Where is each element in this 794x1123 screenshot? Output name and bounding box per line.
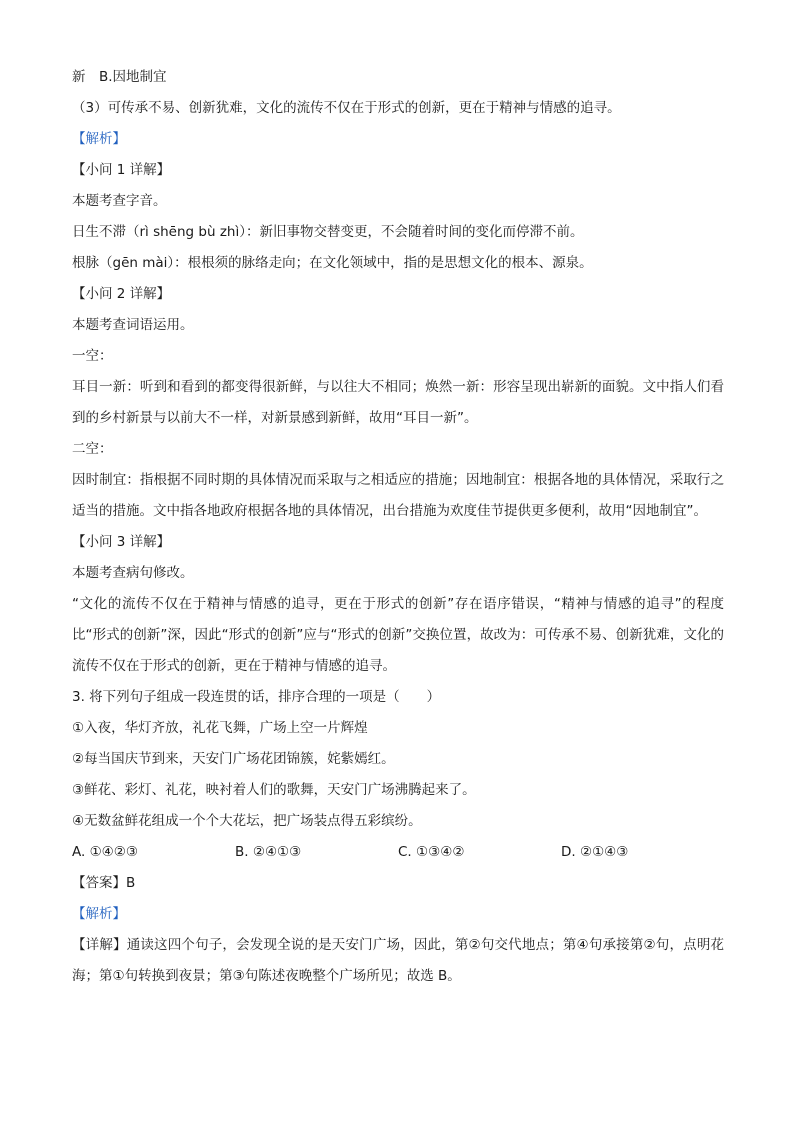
paragraph: 一空： — [72, 348, 113, 364]
paragraph: 本题考查病句修改。 — [72, 565, 194, 581]
paragraph: 耳目一新：听到和看到的都变得很新鲜，与以往大不相同；焕然一新：形容呈现出崭新的面貌。文中指人们看到的乡村新景与以前大不一样，对新景感到新鲜，故用“耳目一新”。 — [72, 379, 724, 426]
section-heading-analysis: 【解析】 — [72, 906, 126, 922]
sentence-item: ④无数盆鲜花组成一个个大花坛，把广场装点得五彩缤纷。 — [72, 813, 422, 829]
detail-explanation: 【详解】通读这四个句子，会发现全说的是天安门广场，因此，第②句交代地点；第④句承接第②句，点明花海；第①句转换到夜景；第③句陈述夜晚整个广场所见；故选 B。 — [72, 937, 724, 984]
option-d: D. ②①④③ — [561, 844, 629, 860]
answer-option-line: 新 B.因地制宜 — [72, 69, 167, 85]
subquestion-heading-1: 【小问 1 详解】 — [72, 162, 171, 178]
paragraph: 日生不滞（rì shēng bù zhì）：新旧事物交替变更，不会随着时间的变化而停滞不前。 — [72, 224, 584, 240]
sentence-item: ③鲜花、彩灯、礼花，映衬着人们的歌舞，天安门广场沸腾起来了。 — [72, 782, 476, 798]
paragraph: 二空： — [72, 441, 113, 457]
answer-options — [72, 837, 724, 868]
question-stem: 3. 将下列句子组成一段连贯的话，排序合理的一项是（ ） — [72, 689, 441, 705]
sentence-item: ①入夜，华灯齐放，礼花飞舞，广场上空一片辉煌 — [72, 720, 368, 736]
section-heading-analysis: 【解析】 — [72, 131, 126, 147]
option-c: C. ①③④② — [398, 844, 465, 860]
answer-line: 【答案】B — [72, 875, 136, 891]
paragraph: 本题考查字音。 — [72, 193, 167, 209]
sentence-item: ②每当国庆节到来，天安门广场花团锦簇，姹紫嫣红。 — [72, 751, 395, 767]
paragraph: 本题考查词语运用。 — [72, 317, 194, 333]
paragraph: “文化的流传不仅在于精神与情感的追寻，更在于形式的创新”存在语序错误，“精神与情感的追寻”的程度比“形式的创新”深，因此“形式的创新”应与“形式的创新”交换位置，故改为：可传承不易、创新犹难，文化的流传不仅在于形式的创新，更在于精神与情感的追寻。 — [72, 596, 724, 674]
option-b: B. ②④①③ — [235, 844, 302, 860]
paragraph: 根脉（gēn mài）：根根须的脉络走向；在文化领域中，指的是思想文化的根本、源泉。 — [72, 255, 593, 271]
subquestion-heading-2: 【小问 2 详解】 — [72, 286, 171, 302]
document-page — [72, 62, 724, 992]
answer-sentence: （3）可传承不易、创新犹难，文化的流传不仅在于形式的创新，更在于精神与情感的追寻。 — [72, 100, 621, 116]
option-a: A. ①④②③ — [72, 844, 138, 860]
paragraph: 因时制宜：指根据不同时期的具体情况而采取与之相适应的措施；因地制宜：根据各地的具体情况，采取行之适当的措施。文中指各地政府根据各地的具体情况，出台措施为欢度佳节提供更多便利，故用“因地制宜”。 — [72, 472, 724, 519]
subquestion-heading-3: 【小问 3 详解】 — [72, 534, 171, 550]
